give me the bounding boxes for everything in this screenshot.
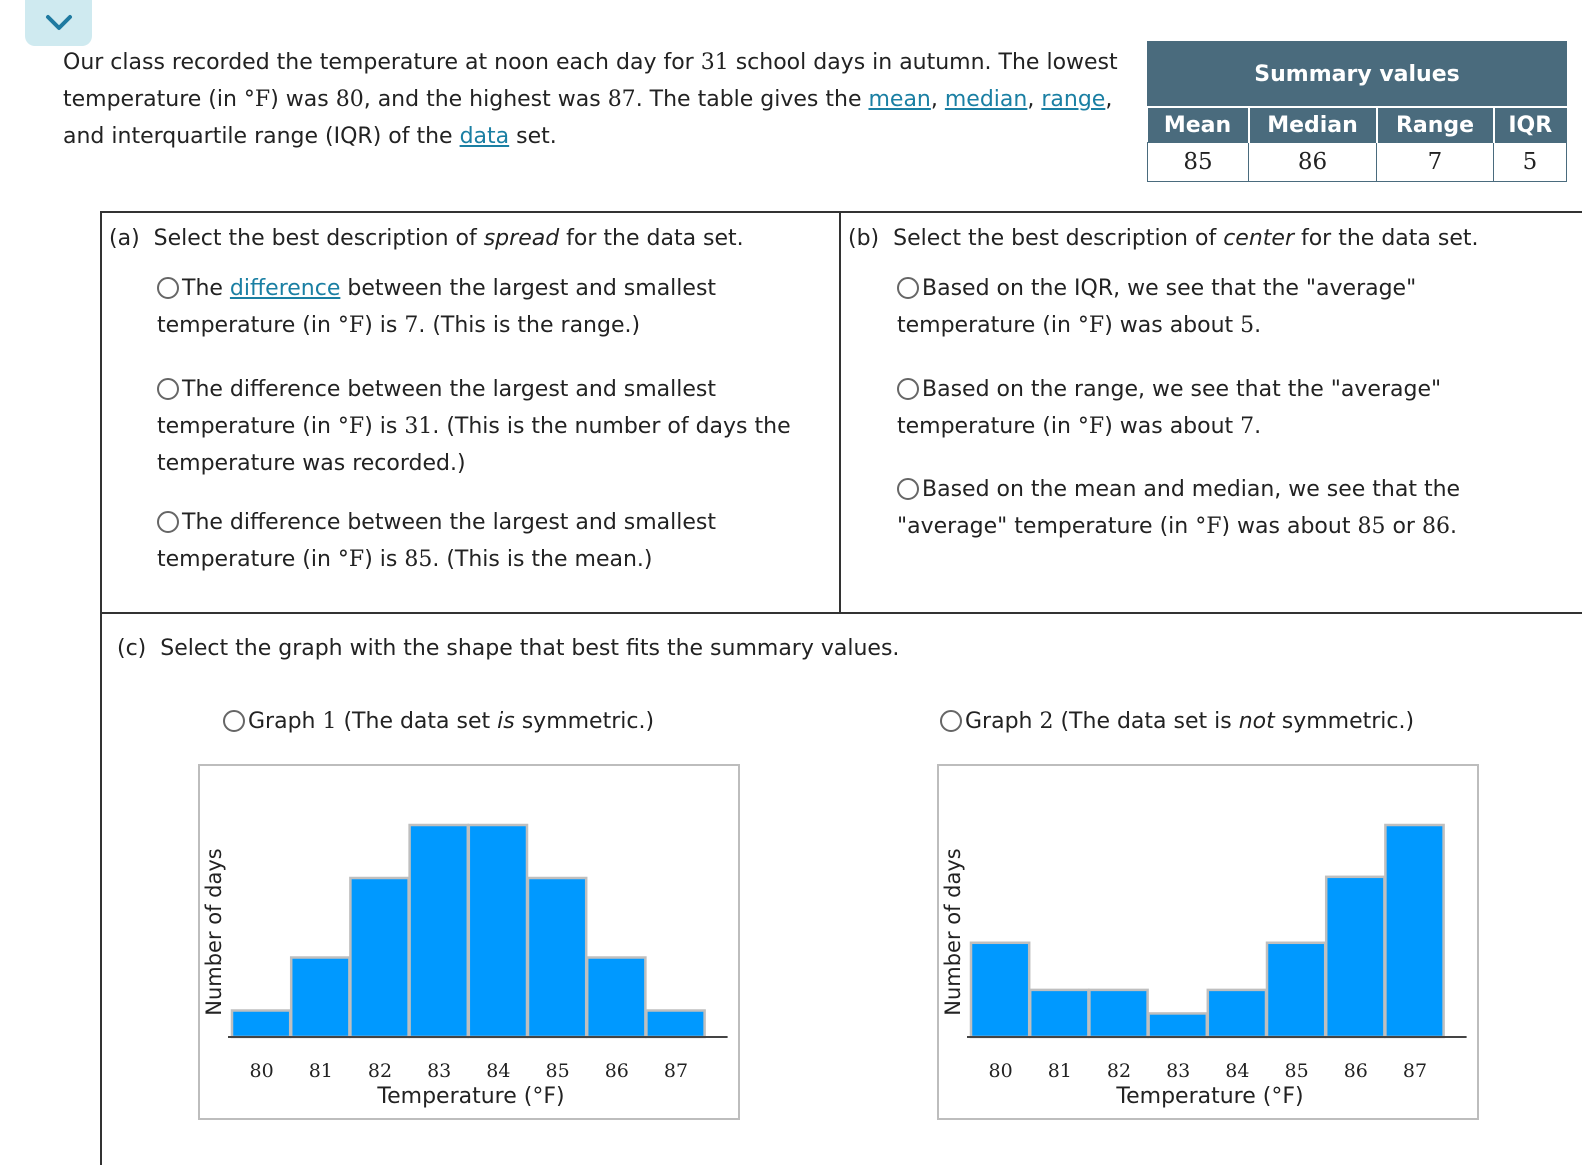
intro-text: , xyxy=(1027,87,1042,112)
histogram-bar xyxy=(469,825,527,1037)
graph-1-option[interactable] xyxy=(223,703,654,740)
option-text: Graph xyxy=(965,709,1040,734)
header-mean: Mean xyxy=(1148,107,1249,143)
radio-button[interactable] xyxy=(940,710,962,732)
option-text: Based on the mean and median, we see that the "average" temperature (in xyxy=(897,477,1461,539)
option-text: The difference between the largest and smallest temperature (in xyxy=(157,377,717,439)
option-text: between the largest and smallest temperature (in xyxy=(157,276,717,338)
option-text: . xyxy=(1254,414,1262,439)
histogram-bar xyxy=(1208,990,1266,1037)
option-unit: °F xyxy=(337,547,365,572)
option-unit: °F xyxy=(1077,414,1105,439)
panel-middle-divider xyxy=(839,211,841,614)
histogram-bar xyxy=(1149,1013,1207,1037)
graph-1-histogram xyxy=(198,764,740,1120)
difference-link[interactable]: difference xyxy=(229,276,341,301)
value-iqr: 5 xyxy=(1494,143,1567,182)
x-tick-label: 81 xyxy=(308,1060,333,1082)
x-tick-label: 86 xyxy=(1343,1060,1368,1082)
histogram-bar xyxy=(1089,990,1147,1037)
option-number: 7 xyxy=(1240,414,1255,439)
x-tick-label: 84 xyxy=(1225,1060,1250,1082)
option-text: (The data set xyxy=(336,709,498,734)
part-a-option-1[interactable] xyxy=(157,270,827,344)
intro-text: Our class recorded the temperature at noon each day for xyxy=(63,50,701,75)
graph-2-option[interactable] xyxy=(940,703,1414,740)
option-text: . (This is the range.) xyxy=(418,313,641,338)
part-b-option-1[interactable] xyxy=(897,270,1497,344)
option-text: ) is xyxy=(364,313,405,338)
histogram-bar xyxy=(1326,877,1384,1037)
option-text: Based on the range, we see that the "average" temperature (in xyxy=(897,377,1442,439)
x-tick-label: 84 xyxy=(486,1060,511,1082)
graph-2-histogram xyxy=(937,764,1479,1120)
part-a-text: for the data set. xyxy=(559,226,744,251)
x-axis-title: Temperature (°F) xyxy=(377,1084,565,1109)
x-tick-label: 85 xyxy=(545,1060,570,1082)
option-text: . (This is the mean.) xyxy=(432,547,653,572)
option-number: 85 xyxy=(1357,514,1386,539)
intro-lowest: 80 xyxy=(335,87,364,112)
option-number: 5 xyxy=(1240,313,1255,338)
option-unit: °F xyxy=(337,414,365,439)
mean-link[interactable]: mean xyxy=(868,87,931,112)
histogram-bar xyxy=(587,958,645,1038)
header-range: Range xyxy=(1377,107,1494,143)
part-b-text: for the data set. xyxy=(1293,226,1479,251)
header-iqr: IQR xyxy=(1494,107,1567,143)
option-text: symmetric.) xyxy=(1274,709,1415,734)
graph-1-svg xyxy=(200,766,742,1122)
part-a-emphasis: spread xyxy=(483,226,560,251)
histogram-bar xyxy=(1267,943,1325,1037)
range-link[interactable]: range xyxy=(1041,87,1106,112)
x-tick-label: 81 xyxy=(1047,1060,1072,1082)
option-number: 85 xyxy=(404,547,433,572)
radio-button[interactable] xyxy=(157,277,179,299)
chevron-down-icon xyxy=(44,13,74,33)
part-c-prefix: (c) xyxy=(117,636,147,661)
collapse-toggle-button[interactable] xyxy=(25,0,92,46)
option-unit: °F xyxy=(1195,514,1222,539)
option-emphasis: not xyxy=(1238,709,1275,734)
x-tick-label: 87 xyxy=(1402,1060,1428,1082)
option-text: Based on the IQR, we see that the "average" temperature (in xyxy=(897,276,1417,338)
part-b-text: Select the best description of xyxy=(893,226,1224,251)
value-mean: 85 xyxy=(1148,143,1249,182)
histogram-bar xyxy=(291,958,349,1038)
median-link[interactable]: median xyxy=(944,87,1028,112)
option-text: . xyxy=(1449,514,1457,539)
intro-text: set. xyxy=(509,124,557,149)
option-text: . xyxy=(1254,313,1262,338)
option-text: The difference between the largest and smallest temperature (in xyxy=(157,510,717,572)
x-axis-title: Temperature (°F) xyxy=(1116,1084,1304,1109)
option-emphasis: is xyxy=(497,709,515,734)
panel-left-border xyxy=(100,211,102,1165)
part-b-question xyxy=(848,226,1478,251)
x-tick-label: 87 xyxy=(663,1060,689,1082)
value-range: 7 xyxy=(1377,143,1494,182)
part-a-option-2[interactable] xyxy=(157,371,827,482)
intro-text: ) was xyxy=(270,87,336,112)
x-tick-label: 80 xyxy=(988,1060,1013,1082)
data-link[interactable]: data xyxy=(459,124,510,149)
x-tick-label: 85 xyxy=(1284,1060,1309,1082)
x-tick-label: 86 xyxy=(604,1060,629,1082)
intro-unit: °F xyxy=(243,87,271,112)
summary-title: Summary values xyxy=(1148,42,1567,108)
option-text: . (This is the number of days the temperature was recorded.) xyxy=(157,414,791,476)
part-a-text: Select the best description of xyxy=(153,226,484,251)
option-number: 31 xyxy=(404,414,433,439)
intro-text: school days in autumn. The lowest temperature (in xyxy=(63,50,1118,112)
part-c-question xyxy=(117,636,899,661)
histogram-bar xyxy=(410,825,468,1037)
histogram-bar xyxy=(528,878,586,1037)
option-number: 86 xyxy=(1421,514,1450,539)
radio-button[interactable] xyxy=(897,277,919,299)
option-number: 1 xyxy=(322,709,337,734)
header-median: Median xyxy=(1249,107,1377,143)
option-text: Graph xyxy=(248,709,323,734)
x-tick-label: 82 xyxy=(367,1060,393,1082)
histogram-bar xyxy=(971,943,1029,1037)
intro-text: , and the highest was xyxy=(363,87,608,112)
part-a-option-3[interactable] xyxy=(157,504,827,578)
radio-button[interactable] xyxy=(897,478,919,500)
part-b-option-2[interactable] xyxy=(897,371,1497,445)
problem-intro xyxy=(63,44,1148,155)
option-text: or xyxy=(1385,514,1422,539)
part-b-prefix: (b) xyxy=(848,226,880,251)
intro-text: , and interquartile range (IQR) of the xyxy=(63,87,1113,149)
value-median: 86 xyxy=(1249,143,1377,182)
part-c-text: Select the graph with the shape that best fits the summary values. xyxy=(160,636,900,661)
histogram-bar xyxy=(1030,990,1088,1037)
option-text: (The data set is xyxy=(1053,709,1239,734)
histogram-bar xyxy=(350,878,408,1037)
option-text: The xyxy=(182,276,230,301)
option-text: ) was about xyxy=(1221,514,1358,539)
histogram-bar xyxy=(232,1011,290,1038)
option-unit: °F xyxy=(1077,313,1105,338)
graph-2-svg xyxy=(939,766,1481,1122)
radio-button[interactable] xyxy=(223,710,245,732)
part-b-emphasis: center xyxy=(1223,226,1294,251)
histogram-bar xyxy=(646,1011,704,1038)
histogram-bar xyxy=(1385,825,1443,1037)
panel-top-border xyxy=(100,211,1582,213)
y-axis-label: Number of days xyxy=(202,848,226,1016)
intro-text: , xyxy=(930,87,945,112)
option-number: 2 xyxy=(1039,709,1054,734)
x-tick-label: 83 xyxy=(1166,1060,1191,1082)
intro-text: . The table gives the xyxy=(635,87,869,112)
option-text: ) was about xyxy=(1104,313,1241,338)
option-unit: °F xyxy=(337,313,365,338)
radio-button[interactable] xyxy=(897,378,919,400)
intro-days: 31 xyxy=(700,50,729,75)
summary-table xyxy=(1147,41,1567,182)
panel-row-divider xyxy=(100,612,1582,614)
option-number: 7 xyxy=(404,313,419,338)
x-tick-label: 80 xyxy=(249,1060,274,1082)
y-axis-label: Number of days xyxy=(941,848,965,1016)
part-a-prefix: (a) xyxy=(109,226,140,251)
x-tick-label: 83 xyxy=(427,1060,452,1082)
radio-button[interactable] xyxy=(157,378,179,400)
option-text: ) is xyxy=(364,547,405,572)
intro-highest: 87 xyxy=(607,87,636,112)
part-b-option-3[interactable] xyxy=(897,471,1517,545)
radio-button[interactable] xyxy=(157,511,179,533)
option-text: ) is xyxy=(364,414,405,439)
part-a-question xyxy=(109,226,744,251)
option-text: ) was about xyxy=(1104,414,1241,439)
option-text: symmetric.) xyxy=(514,709,655,734)
x-tick-label: 82 xyxy=(1106,1060,1132,1082)
